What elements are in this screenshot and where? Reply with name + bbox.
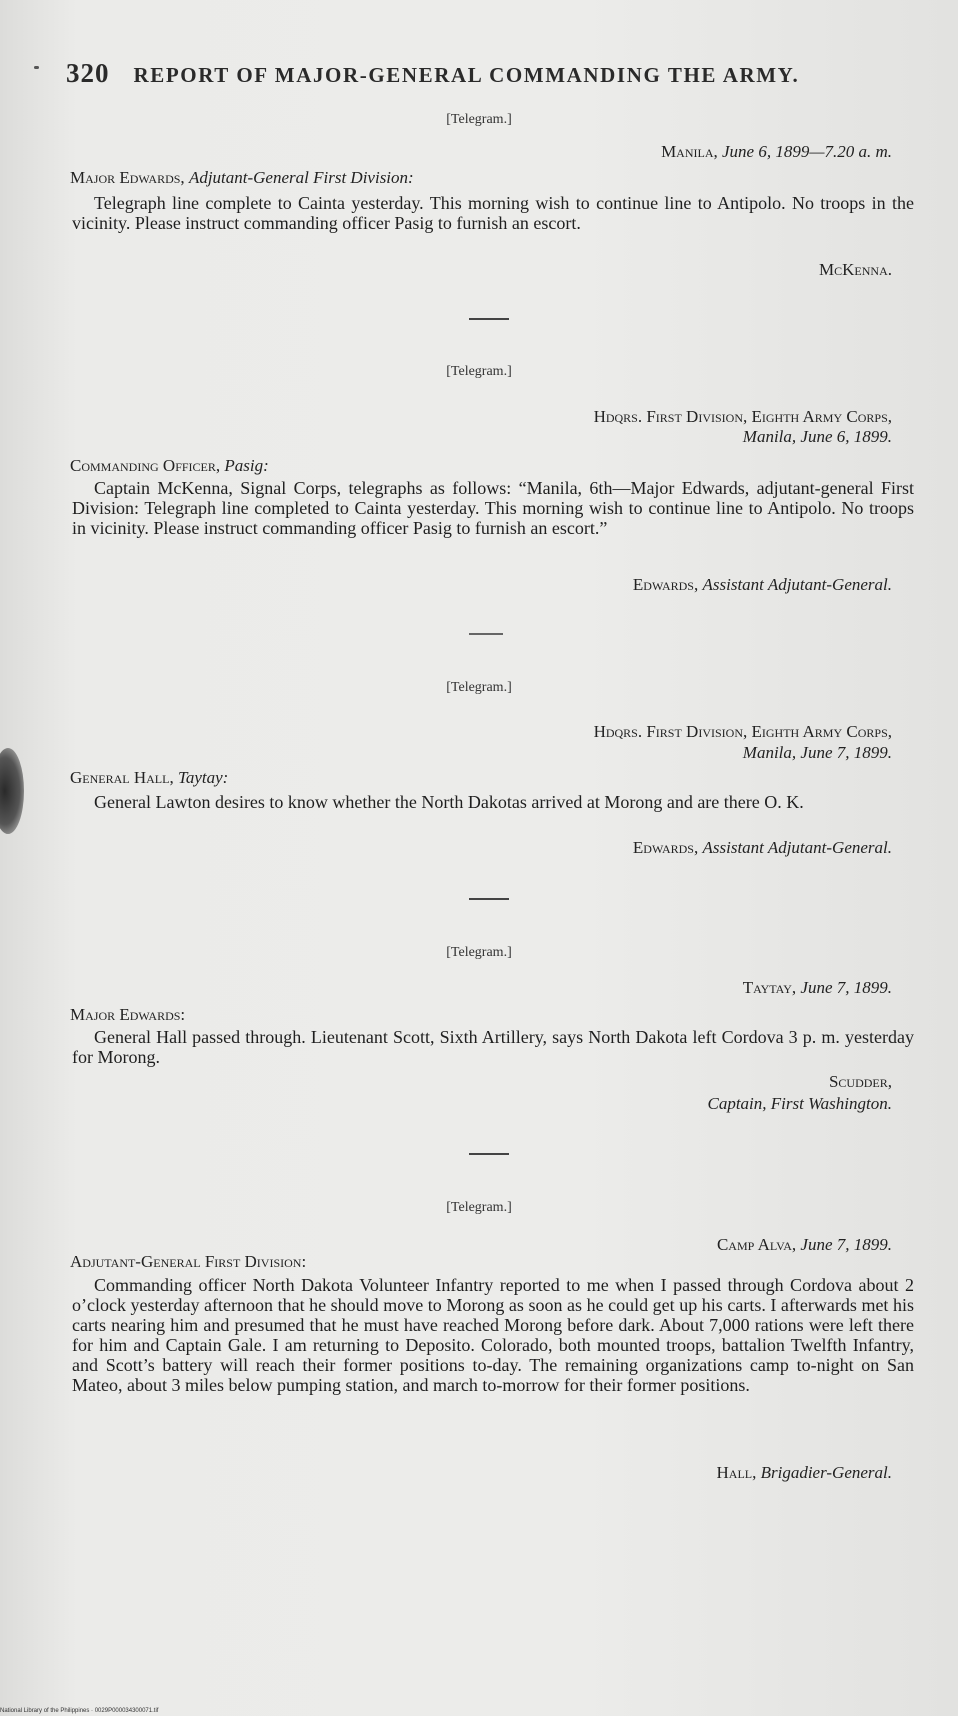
salutation-name: General Hall, xyxy=(70,768,174,787)
hq-line: Hdqrs. First Division, Eighth Army Corps, xyxy=(593,722,892,741)
salutation-title: Pasig: xyxy=(224,456,269,475)
telegram-label: [Telegram.] xyxy=(446,1200,512,1215)
section-divider xyxy=(469,318,509,320)
signature xyxy=(717,1463,893,1483)
signature: McKenna. xyxy=(819,260,892,279)
section-divider xyxy=(469,1153,509,1155)
signature-title: Captain, First Washington. xyxy=(707,1094,892,1113)
section-divider xyxy=(469,898,509,900)
signature-name: Edwards, xyxy=(632,575,699,594)
telegram-label: [Telegram.] xyxy=(446,364,512,379)
running-title: REPORT OF MAJOR-GENERAL COMMANDING THE ARMY. xyxy=(133,63,800,87)
signature-title: Brigadier-General. xyxy=(760,1463,892,1482)
telegram-label: [Telegram.] xyxy=(446,112,512,127)
dateline-place: Manila, xyxy=(661,142,718,161)
salutation-name: Commanding Officer, xyxy=(70,456,221,475)
dateline-date: June 7, 1899. xyxy=(800,978,892,997)
telegram-body: Commanding officer North Dakota Volunteer Infantry reported to me when I passed through Cordova about 2 o’clock yesterday afternoon that he should move to Morong as soon as he could get up his carts. I afterwards met his carts nearing him and presumed that he must have reached Morong before dark. About 7,000 rations were left there for him and Captain Gale. I am returning to Deposito. Colorado, both mounted troops, battalion Twelfth Infantry, and Scott’s battery will reach their former positions to-day. The remaining organizations camp to-night on San Mateo, about 3 miles below pumping station, and march to-morrow for their former positions. xyxy=(72,1275,914,1395)
signature-name: Hall, xyxy=(716,1463,757,1482)
hq-line: Hdqrs. First Division, Eighth Army Corps, xyxy=(593,407,892,426)
salutation-name: Major Edwards: xyxy=(70,1005,186,1024)
signature xyxy=(633,838,892,858)
salutation xyxy=(70,768,228,788)
salutation-title: Adjutant-General First Division: xyxy=(188,168,414,187)
place-date: Manila, June 6, 1899. xyxy=(742,427,892,446)
place-date: Manila, June 7, 1899. xyxy=(742,743,892,762)
signature xyxy=(633,575,892,595)
salutation xyxy=(70,1252,306,1272)
signature-title: Assistant Adjutant-General. xyxy=(702,838,892,857)
salutation-title: Taytay: xyxy=(177,768,229,787)
dateline-date: June 6, 1899—7.20 a. m. xyxy=(722,142,892,161)
telegram-label: [Telegram.] xyxy=(446,680,512,695)
signature-name: Scudder, xyxy=(828,1072,892,1091)
dateline-place: Camp Alva, xyxy=(716,1235,797,1254)
telegram-dateline xyxy=(717,1235,892,1255)
salutation xyxy=(70,168,414,188)
page-number: 320 xyxy=(66,58,110,88)
salutation xyxy=(70,1005,185,1025)
dateline-date: June 7, 1899. xyxy=(800,1235,892,1254)
scan-shadow xyxy=(0,748,24,834)
telegram-body: Captain McKenna, Signal Corps, telegraphs as follows: “Manila, 6th—Major Edwards, adjutant-general First Division: Telegraph line completed to Cainta yesterday. This morning wish to continue line to Antipolo. No troops in vicinity. Please instruct commanding officer Pasig to furnish an escort.” xyxy=(72,478,914,538)
dateline-place: Taytay, xyxy=(742,978,797,997)
page-header xyxy=(66,58,896,89)
scan-footer: National Library of the Philippines · 0029P000034300071.tif xyxy=(0,1708,159,1714)
section-divider xyxy=(469,633,503,635)
salutation-name: Major Edwards, xyxy=(70,168,185,187)
telegram-label: [Telegram.] xyxy=(446,945,512,960)
signature-name: Edwards, xyxy=(632,838,699,857)
telegram-dateline xyxy=(743,978,892,998)
salutation xyxy=(70,456,269,476)
salutation-name: Adjutant-General First Division: xyxy=(70,1252,307,1271)
telegram-dateline xyxy=(661,142,892,162)
telegram-body: General Lawton desires to know whether the North Dakotas arrived at Morong and are there O. K. xyxy=(94,792,804,812)
telegram-body: General Hall passed through. Lieutenant Scott, Sixth Artillery, says North Dakota left Cordova 3 p. m. yesterday for Morong. xyxy=(72,1027,914,1067)
telegram-body: Telegraph line complete to Cainta yesterday. This morning wish to continue line to Antipolo. No troops in the vicinity. Please instruct commanding officer Pasig to furnish an escort. xyxy=(72,193,914,233)
signature-title: Assistant Adjutant-General. xyxy=(702,575,892,594)
margin-mark xyxy=(34,66,39,69)
